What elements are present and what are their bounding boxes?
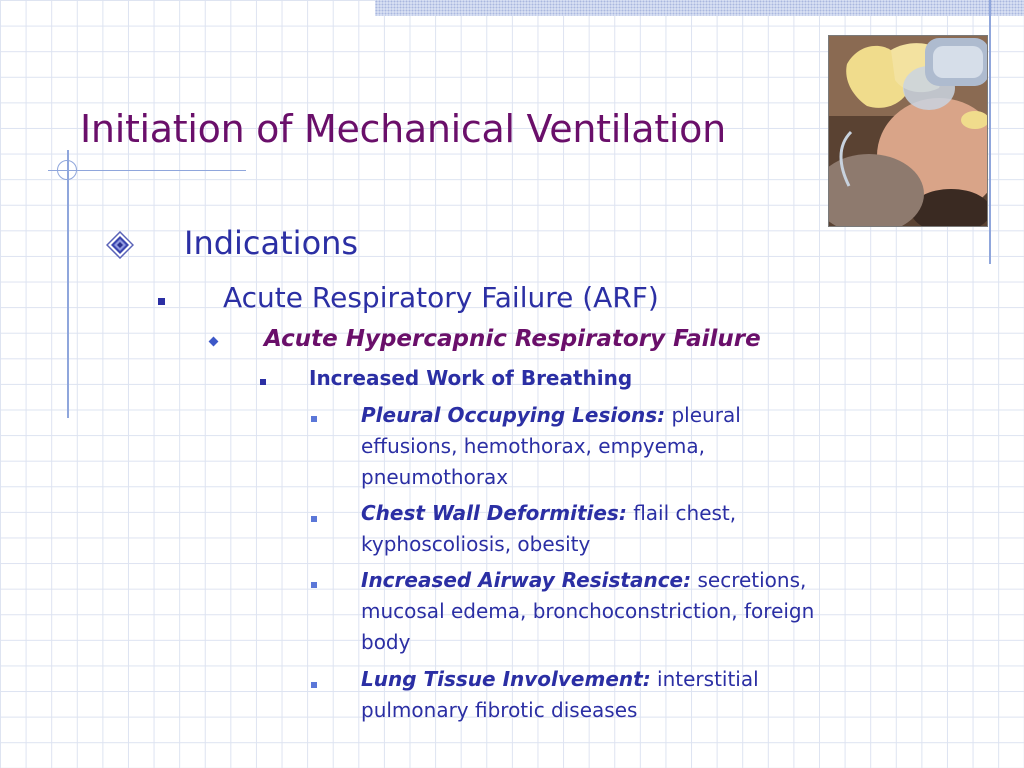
list-item [361, 400, 829, 493]
slide-title: Initiation of Mechanical Ventilation [80, 107, 726, 151]
list-item [361, 664, 829, 726]
decorative-left-line [67, 150, 69, 418]
decorative-title-underline [48, 170, 246, 171]
list-item-term: Increased Airway Resistance: [361, 568, 692, 592]
square-bullet-icon [158, 298, 165, 305]
bullet-level2: Acute Respiratory Failure (ARF) [223, 281, 659, 314]
bullet-level3: Acute Hypercapnic Respiratory Failure [264, 326, 761, 352]
diamond-small-bullet-icon [209, 337, 219, 347]
square-bullet-icon [311, 416, 317, 422]
list-item-term: Chest Wall Deformities: [361, 501, 627, 525]
list-item-desc: interstitial pulmonary fibrotic diseases [361, 667, 759, 722]
square-bullet-icon [260, 379, 266, 385]
decorative-circle [57, 160, 77, 180]
list-item-term: Pleural Occupying Lesions: [361, 403, 666, 427]
list-item-term: Lung Tissue Involvement: [361, 667, 651, 691]
list-item-desc: flail chest, kyphoscoliosis, obesity [361, 501, 737, 556]
diamond-bullet-icon [106, 231, 134, 259]
square-bullet-icon [311, 516, 317, 522]
list-item-desc: pleural effusions, hemothorax, empyema, pneumothorax [361, 403, 741, 489]
square-bullet-icon [311, 682, 317, 688]
bullet-level1: Indications [184, 224, 359, 262]
patient-bag-mask-ventilation-photo [828, 35, 988, 227]
bullet-level4: Increased Work of Breathing [309, 366, 633, 390]
list-item-desc: secretions, mucosal edema, bronchoconstriction, foreign body [361, 568, 815, 654]
decorative-right-line [989, 0, 991, 264]
list-item [361, 498, 829, 560]
square-bullet-icon [311, 582, 317, 588]
list-item [361, 565, 829, 658]
decorative-top-band [375, 0, 1024, 16]
